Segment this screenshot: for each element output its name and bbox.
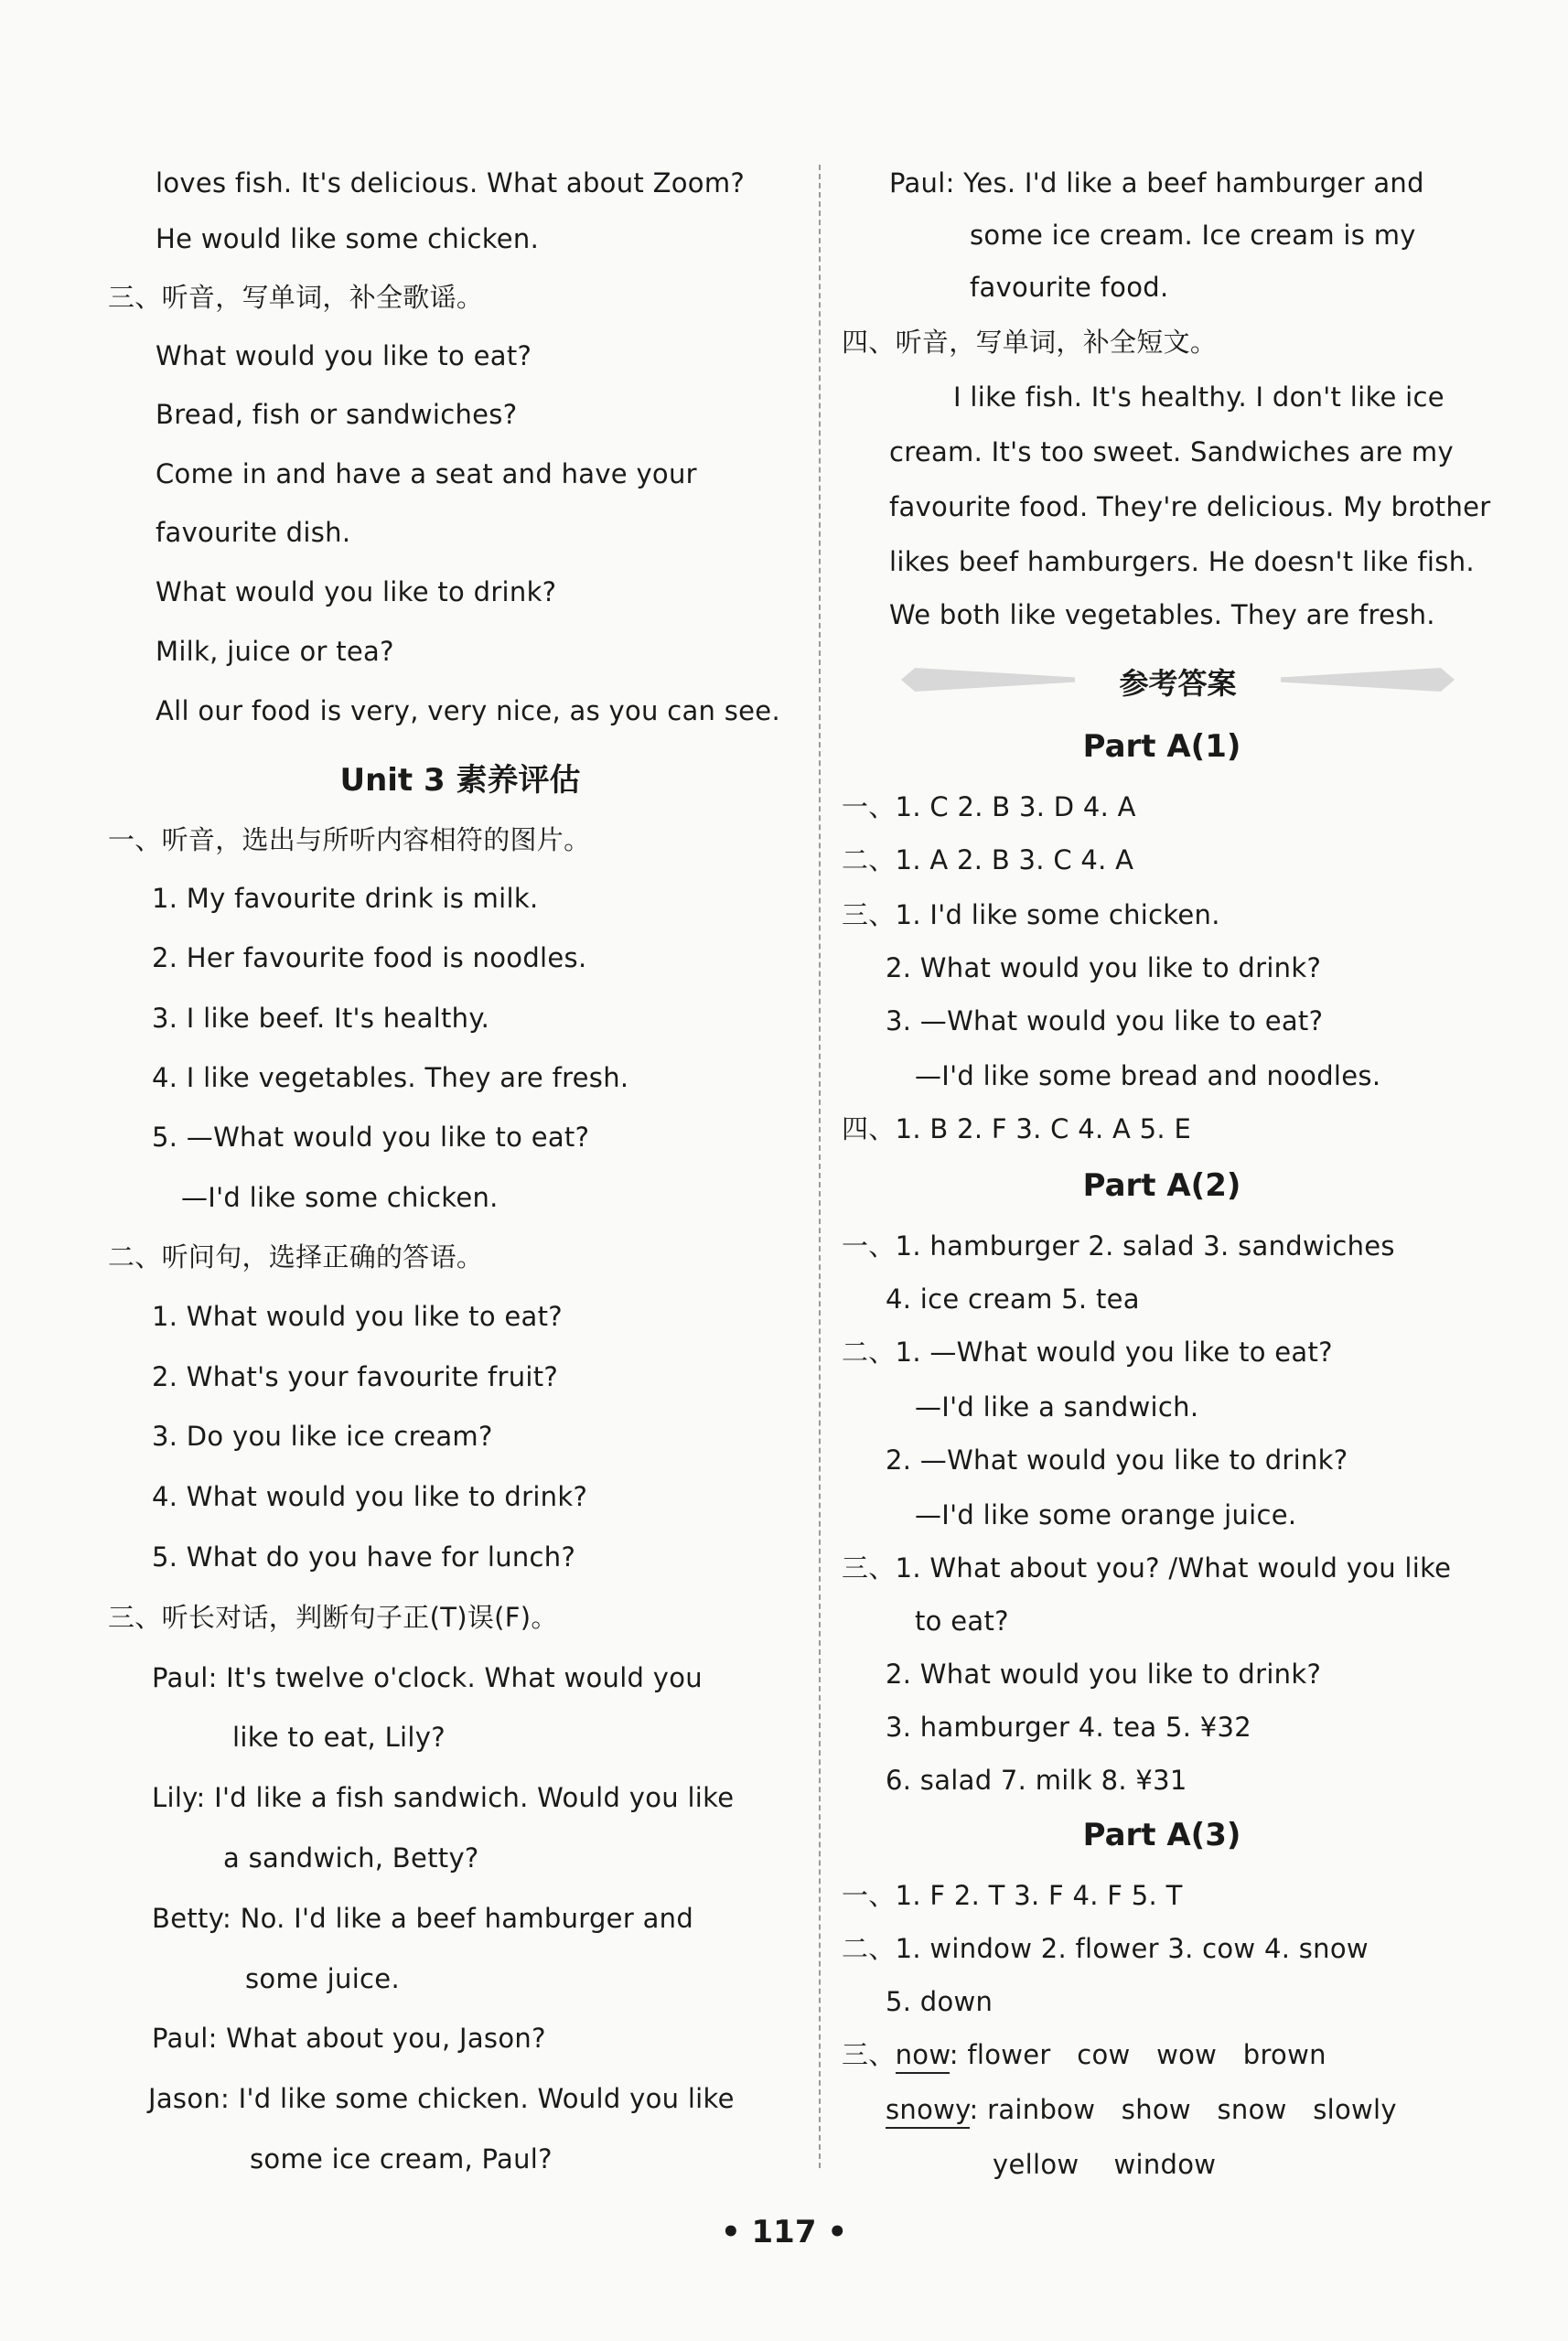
- part-heading: Part A(3): [1082, 1817, 1241, 1853]
- answer-line: 二、1. window 2. flower 3. cow 4. snow: [842, 1933, 1369, 1964]
- question-line: 3. I like beef. It's healthy.: [152, 1003, 490, 1034]
- dialogue-line: some ice cream. Ice cream is my: [970, 220, 1416, 251]
- answer-line: 二、1. A 2. B 3. C 4. A: [842, 844, 1134, 875]
- part-heading: Part A(1): [1082, 728, 1241, 765]
- dialogue-line: Lily: I'd like a fish sandwich. Would you like: [152, 1782, 735, 1813]
- dialogue-line: some ice cream, Paul?: [250, 2143, 553, 2175]
- song-line: Come in and have a seat and have your: [156, 458, 697, 489]
- section-heading: 四、听音，写单词，补全短文。: [842, 327, 1218, 358]
- answer-line: 二、1. —What would you like to eat?: [842, 1337, 1333, 1368]
- column-divider: [819, 165, 821, 2168]
- answer-line: 三、1. What about you? /What would you like: [842, 1552, 1452, 1584]
- question-line: 3. Do you like ice cream?: [152, 1421, 493, 1452]
- rhyme-word: brown: [1242, 2039, 1326, 2070]
- part-heading: Part A(2): [1082, 1167, 1241, 1204]
- answer-line: 4. ice cream 5. tea: [886, 1283, 1140, 1315]
- answer-line: 一、1. hamburger 2. salad 3. sandwiches: [842, 1230, 1395, 1262]
- answer-line: 2. What would you like to drink?: [886, 1659, 1322, 1690]
- rhyme-word: rainbow: [987, 2094, 1096, 2125]
- song-line: What would you like to eat?: [156, 340, 532, 371]
- song-line: What would you like to drink?: [156, 576, 557, 607]
- dialogue-line: Betty: No. I'd like a beef hamburger and: [152, 1903, 694, 1934]
- song-line: Milk, juice or tea?: [156, 636, 394, 667]
- rhyme-word: window: [1113, 2149, 1217, 2180]
- answer-line: 三、1. I'd like some chicken.: [842, 899, 1220, 930]
- unit-title: Unit 3 素养评估: [339, 762, 581, 799]
- passage-line: likes beef hamburgers. He doesn't like fish.: [889, 546, 1475, 577]
- dialogue-line: favourite food.: [970, 272, 1169, 303]
- section-heading: 三、听长对话，判断句子正(T)误(F)。: [108, 1602, 558, 1633]
- answer-line: 5. down: [886, 1986, 993, 2017]
- rhyme-key: now: [896, 2039, 950, 2074]
- rhyme-word: cow: [1077, 2039, 1131, 2070]
- rhyme-word: flower: [967, 2039, 1051, 2070]
- answer-line: —I'd like some orange juice.: [915, 1499, 1297, 1530]
- rhyme-word: slowly: [1313, 2094, 1397, 2125]
- text-line: He would like some chicken.: [156, 223, 540, 254]
- page-number: • 117 •: [720, 2214, 848, 2250]
- question-line: 5. What do you have for lunch?: [152, 1541, 576, 1573]
- question-line: 2. What's your favourite fruit?: [152, 1361, 559, 1392]
- dialogue-line: Paul: Yes. I'd like a beef hamburger and: [889, 167, 1424, 199]
- dialogue-line: Paul: What about you, Jason?: [152, 2023, 546, 2054]
- answer-line: —I'd like some bread and noodles.: [915, 1060, 1381, 1091]
- passage-line: favourite food. They're delicious. My brother: [889, 491, 1491, 522]
- section-heading: 三、听音，写单词，补全歌谣。: [108, 282, 484, 313]
- answers-banner: [874, 651, 1482, 710]
- rhyme-word: wow: [1156, 2039, 1218, 2070]
- question-line: 4. I like vegetables. They are fresh.: [152, 1062, 629, 1093]
- answer-line: 3. —What would you like to eat?: [886, 1005, 1324, 1036]
- song-line: favourite dish.: [156, 517, 351, 548]
- answer-line: 2. What would you like to drink?: [886, 952, 1322, 983]
- answer-line: 一、1. C 2. B 3. D 4. A: [842, 791, 1136, 822]
- question-line: 1. My favourite drink is milk.: [152, 883, 539, 914]
- rhyme-word: snow: [1217, 2094, 1287, 2125]
- rhyme-row: snowy: rainbow show snow slowly: [886, 2091, 1397, 2128]
- passage-line: We both like vegetables. They are fresh.: [889, 599, 1435, 630]
- answer-line: 四、1. B 2. F 3. C 4. A 5. E: [842, 1113, 1192, 1144]
- answer-line: 2. —What would you like to drink?: [886, 1444, 1348, 1476]
- rhyme-word: yellow: [993, 2149, 1079, 2180]
- song-line: Bread, fish or sandwiches?: [156, 399, 518, 430]
- rhyme-prefix: 三、: [842, 2039, 896, 2070]
- question-line: —I'd like some chicken.: [181, 1182, 499, 1213]
- answer-line: 一、1. F 2. T 3. F 4. F 5. T: [842, 1880, 1183, 1911]
- rhyme-row: 三、now: flower cow wow brown: [842, 2036, 1326, 2073]
- passage-line: cream. It's too sweet. Sandwiches are my: [889, 436, 1454, 467]
- rhyme-key: snowy: [886, 2094, 970, 2129]
- question-line: 4. What would you like to drink?: [152, 1481, 588, 1512]
- dialogue-line: like to eat, Lily?: [232, 1722, 446, 1753]
- section-heading: 一、听音，选出与所听内容相符的图片。: [108, 824, 591, 855]
- rhyme-row: [993, 2146, 1216, 2183]
- question-line: 5. —What would you like to eat?: [152, 1122, 590, 1153]
- answer-line: to eat?: [915, 1605, 1009, 1637]
- answer-line: 6. salad 7. milk 8. ¥31: [886, 1765, 1187, 1796]
- answers-title: 参考答案: [1119, 666, 1237, 701]
- dialogue-line: Jason: I'd like some chicken. Would you like: [148, 2083, 735, 2114]
- section-heading: 二、听问句，选择正确的答语。: [108, 1241, 484, 1273]
- question-line: 1. What would you like to eat?: [152, 1301, 563, 1332]
- dialogue-line: some juice.: [245, 1963, 400, 1994]
- answer-line: 3. hamburger 4. tea 5. ¥32: [886, 1712, 1252, 1743]
- dialogue-line: a sandwich, Betty?: [223, 1842, 479, 1874]
- song-line: All our food is very, very nice, as you can see.: [156, 695, 780, 726]
- passage-line: I like fish. It's healthy. I don't like ice: [953, 381, 1444, 413]
- rhyme-word: show: [1121, 2094, 1191, 2125]
- question-line: 2. Her favourite food is noodles.: [152, 942, 587, 973]
- dialogue-line: Paul: It's twelve o'clock. What would you: [152, 1662, 703, 1693]
- text-line: loves fish. It's delicious. What about Zoom?: [156, 167, 746, 199]
- answer-line: —I'd like a sandwich.: [915, 1391, 1199, 1423]
